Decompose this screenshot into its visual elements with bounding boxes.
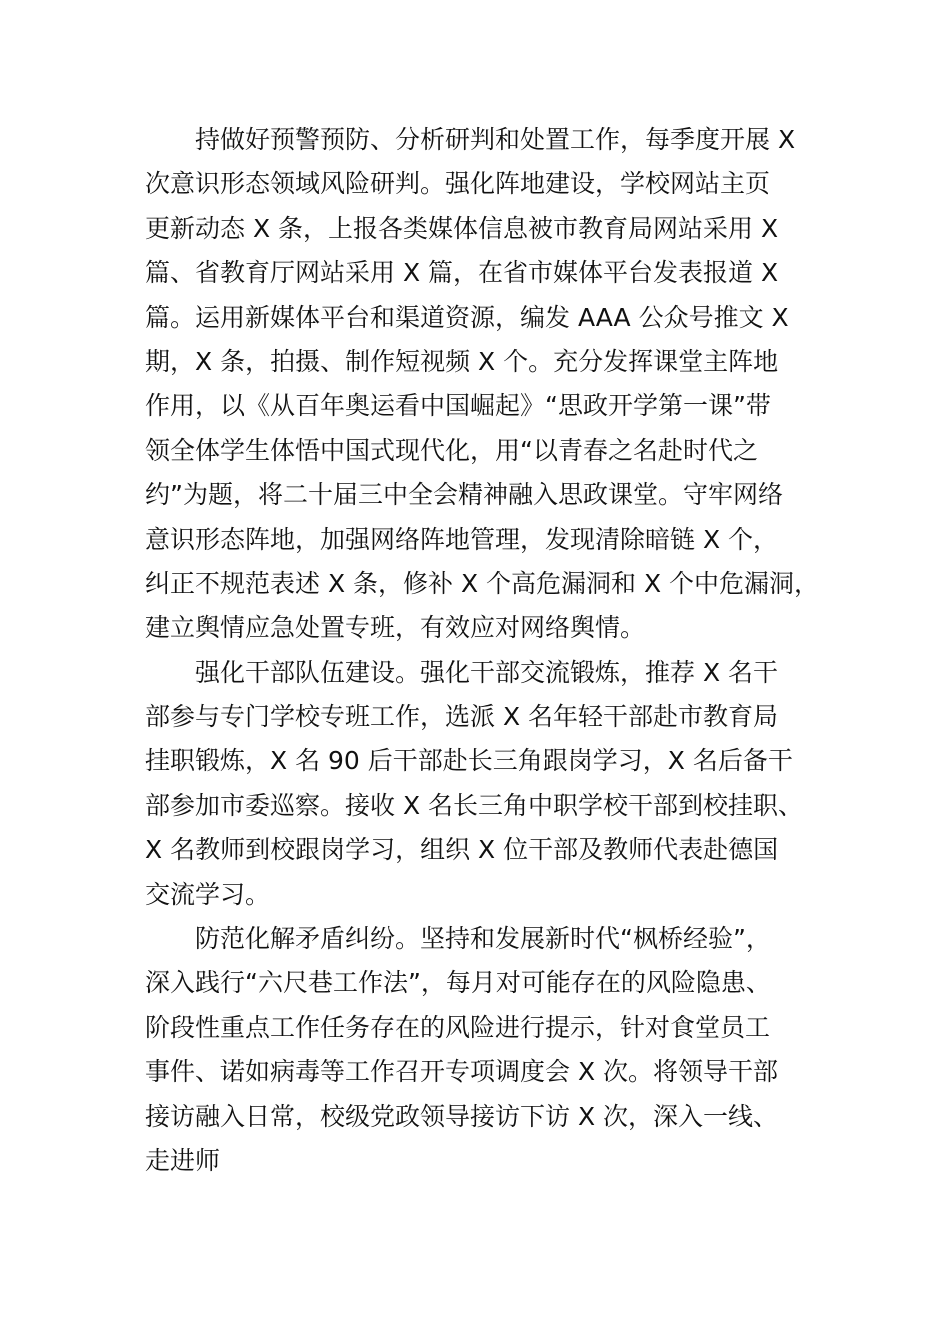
text-line: 接访融入日常，校级党政领导接访下访 X 次，深入一线、 (145, 1101, 779, 1131)
text-line: 期，X 条，拍摄、制作短视频 X 个。充分发挥课堂主阵地 (145, 346, 779, 376)
text-line: 深入践行“六尺巷工作法”，每月对可能存在的风险隐患、 (145, 968, 771, 998)
text-line: 作用，以《从百年奥运看中国崛起》“思政开学第一课”带 (145, 391, 771, 421)
text-line: 部参加市委巡察。接收 X 名长三角中职学校干部到校挂职、 (145, 790, 804, 820)
text-line: 篇、省教育厅网站采用 X 篇，在省市媒体平台发表报道 X (145, 258, 779, 288)
text-line: 交流学习。 (145, 879, 271, 909)
document-body (145, 118, 825, 1183)
text-line: 部参与专门学校专班工作，选派 X 名年轻干部赴市教育局 (145, 702, 779, 732)
text-line: X 名教师到校跟岗学习，组织 X 位干部及教师代表赴德国 (145, 835, 779, 865)
text-line: 次意识形态领域风险研判。强化阵地建设，学校网站主页 (145, 169, 771, 199)
text-line: 事件、诺如病毒等工作召开专项调度会 X 次。将领导干部 (145, 1057, 779, 1087)
text-line: 纠正不规范表述 X 条，修补 X 个高危漏洞和 X 个中危漏洞， (145, 568, 820, 598)
text-line: 走进师 (145, 1145, 221, 1175)
text-line: 建立舆情应急处置专班，有效应对网络舆情。 (145, 613, 646, 643)
text-line: 领全体学生体悟中国式现代化，用“以青春之名赴时代之 (145, 435, 758, 465)
text-line: 约”为题，将二十届三中全会精神融入思政课堂。守牢网络 (145, 480, 783, 510)
text-line: 意识形态阵地，加强网络阵地管理，发现清除暗链 X 个， (145, 524, 779, 554)
text-line: 更新动态 X 条，上报各类媒体信息被市教育局网站采用 X (145, 213, 779, 243)
text-line: 挂职锻炼，X 名 90 后干部赴长三角跟岗学习，X 名后备干 (145, 746, 793, 776)
text-line: 防范化解矛盾纠纷。坚持和发展新时代“枫桥经验”， (145, 924, 771, 954)
text-line: 持做好预警预防、分析研判和处置工作，每季度开展 X (145, 125, 796, 154)
text-line: 强化干部队伍建设。强化干部交流锻炼，推荐 X 名干 (145, 657, 779, 687)
text-line: 篇。运用新媒体平台和渠道资源，编发 AAA 公众号推文 X (145, 302, 789, 332)
text-line: 阶段性重点工作任务存在的风险进行提示，针对食堂员工 (145, 1012, 771, 1042)
